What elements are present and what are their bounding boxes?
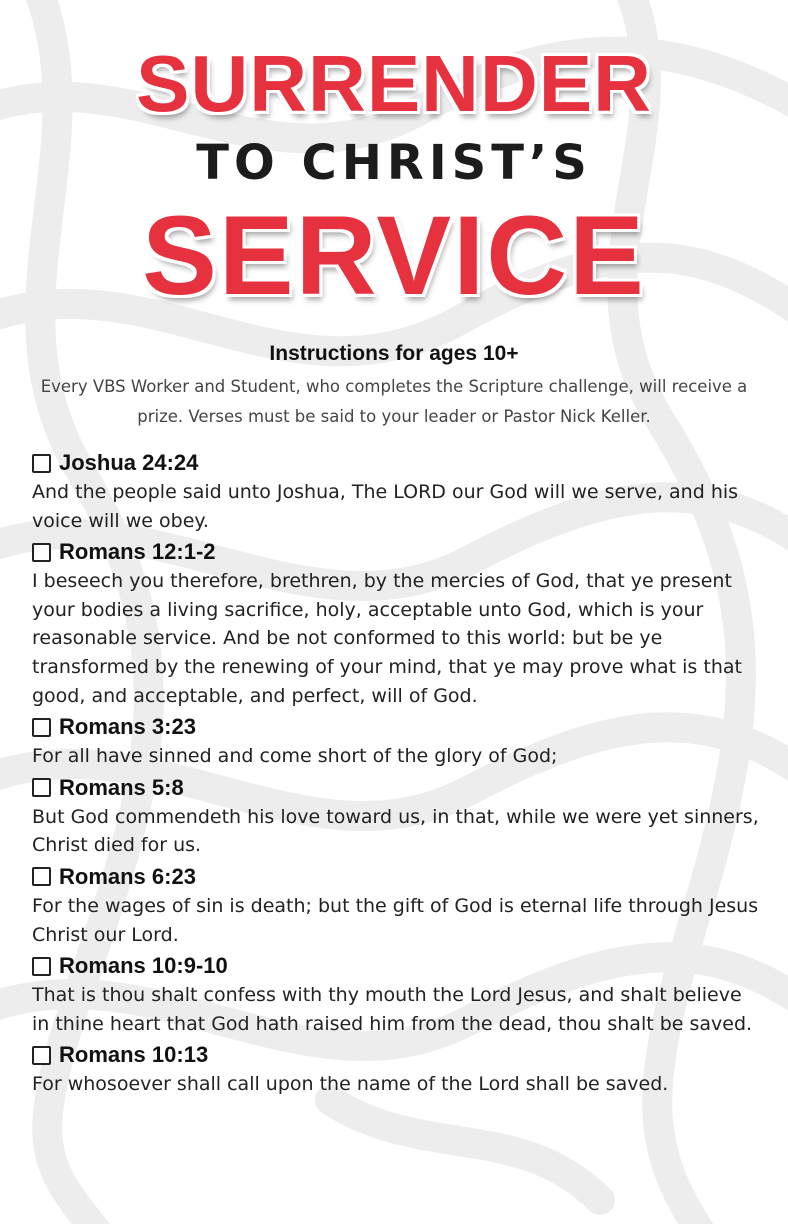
checkbox-romans-5-8[interactable] [32, 778, 51, 797]
verse-item [32, 712, 762, 771]
verse-item [32, 1040, 762, 1099]
verse-reference: Joshua 24:24 [59, 450, 199, 475]
title-to-christs: TO CHRIST’S [196, 135, 592, 191]
checkbox-joshua-24-24[interactable] [32, 454, 51, 473]
verse-reference: Romans 5:8 [59, 774, 184, 800]
verse-item [32, 951, 762, 1038]
verse-header [32, 773, 762, 803]
verse-text: But God commendeth his love toward us, in that, while we were yet sinners, Christ died for us. [32, 805, 759, 857]
checkbox-romans-10-9-10[interactable] [32, 957, 51, 976]
verse-text: That is thou shalt confess with thy mouth the Lord Jesus, and shalt believe in thine heart that God hath raised him from the dead, thou shalt be saved. [32, 984, 753, 1035]
verse-header [32, 1040, 762, 1070]
verse-text: For the wages of sin is death; but the gift of God is eternal life through Jesus Christ our Lord. [32, 894, 759, 946]
verse-text: For all have sinned and come short of the glory of God; [32, 745, 558, 768]
verse-header [32, 951, 762, 981]
verse-item [32, 773, 762, 860]
checkbox-romans-6-23[interactable] [32, 867, 51, 886]
checkbox-romans-10-13[interactable] [32, 1046, 51, 1065]
verse-item [32, 448, 762, 535]
verse-header [32, 448, 762, 478]
verse-text: For whosoever shall call upon the name of the Lord shall be saved. [32, 1073, 669, 1096]
title-surrender: SURRENDER [136, 39, 652, 128]
verse-item [32, 862, 762, 949]
verse-reference: Romans 10:13 [59, 1042, 209, 1068]
verse-reference: Romans 12:1-2 [59, 539, 216, 565]
title-service: SERVICE [142, 193, 646, 318]
verse-header [32, 862, 762, 892]
verse-list [32, 448, 762, 1101]
verse-text: And the people said unto Joshua, The LORD our God will we serve, and his voice will we obey. [32, 481, 739, 532]
verse-item [32, 537, 762, 710]
verse-header [32, 712, 762, 742]
checkbox-romans-12-1-2[interactable] [32, 543, 51, 562]
checkbox-romans-3-23[interactable] [32, 718, 51, 737]
verse-reference: Romans 6:23 [59, 863, 196, 889]
instructions-heading: Instructions for ages 10+ [269, 342, 519, 365]
verse-text: I beseech you therefore, brethren, by the mercies of God, that ye present your bodies a living sacrifice, holy, acceptable unto God, which is your reasonable service. And be not conformed to this world: but be ye transformed by the renewing of your mind, that ye may prove what is that good, and acceptable, and perfect, will of God. [32, 570, 742, 707]
verse-reference: Romans 3:23 [59, 714, 196, 740]
verse-header [32, 537, 762, 567]
instructions-text: Every VBS Worker and Student, who completes the Scripture challenge, will receive a prize. Verses must be said to your leader or Pastor Nick Keller. [40, 377, 748, 426]
verse-reference: Romans 10:9-10 [59, 953, 228, 979]
